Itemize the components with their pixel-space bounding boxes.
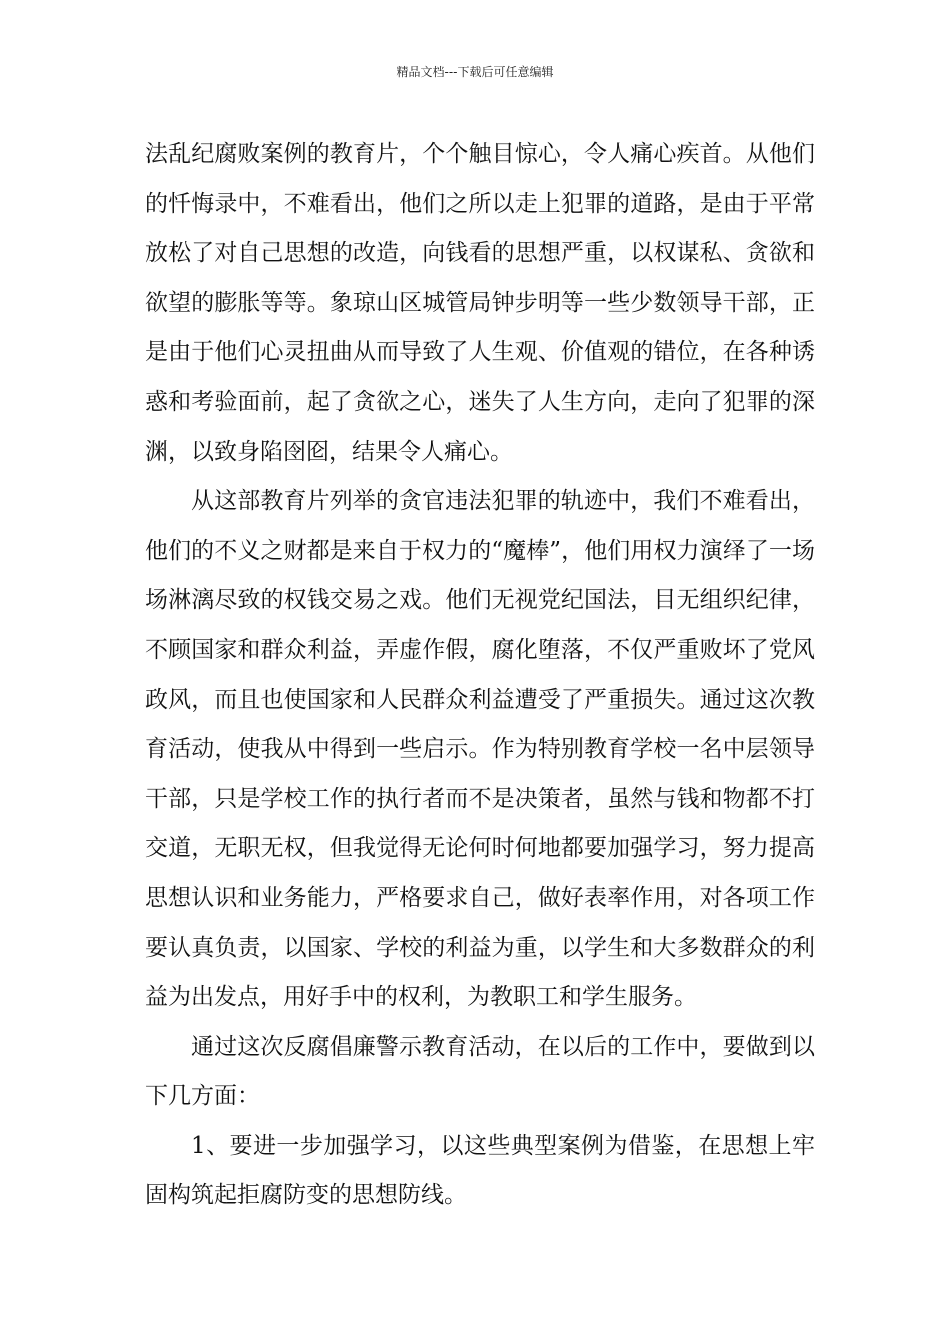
paragraph: 从这部教育片列举的贪官违法犯罪的轨迹中，我们不难看出，他们的不义之财都是来自于权力的“魔棒”，他们用权力演绎了一场场淋漓尽致的权钱交易之戏。他们无视党纪国法，目无组织纪律，不顾国家和群众利益，弄虚作假，腐化堕落，不仅严重败坏了党风政风，而且也使国家和人民群众利益遭受了严重损失。通过这次教育活动，使我从中得到一些启示。作为特别教育学校一名中层领导干部，只是学校工作的执行者而不是决策者，虽然与钱和物都不打交道，无职无权，但我觉得无论何时何地都要加强学习，努力提高思想认识和业务能力，严格要求自己，做好表率作用，对各项工作要认真负责，以国家、学校的利益为重，以学生和大多数群众的利益为出发点，用好手中的权利，为教职工和学生服务。	[145, 488, 815, 1011]
paragraph-list-item: 1、要进一步加强学习，以这些典型案例为借鉴，在思想上牢固构筑起拒腐防变的思想防线。	[145, 1132, 815, 1209]
page-header: 精品文档---下载后可任意编辑	[396, 65, 554, 79]
paragraph-continuation: 法乱纪腐败案例的教育片，个个触目惊心，令人痛心疾首。从他们的忏悔录中，不难看出，他们之所以走上犯罪的道路，是由于平常放松了对自己思想的改造，向钱看的思想严重，以权谋私、贪欲和欲望的膨胀等等。象琼山区城管局钟步明等一些少数领导干部，正是由于他们心灵扭曲从而导致了人生观、价值观的错位，在各种诱惑和考验面前，起了贪欲之心，迷失了人生方向，走向了犯罪的深渊，以致身陷囹囵，结果令人痛心。	[145, 141, 815, 465]
document-body	[145, 130, 815, 1221]
paragraph: 通过这次反腐倡廉警示教育活动，在以后的工作中，要做到以下几方面：	[145, 1033, 815, 1110]
